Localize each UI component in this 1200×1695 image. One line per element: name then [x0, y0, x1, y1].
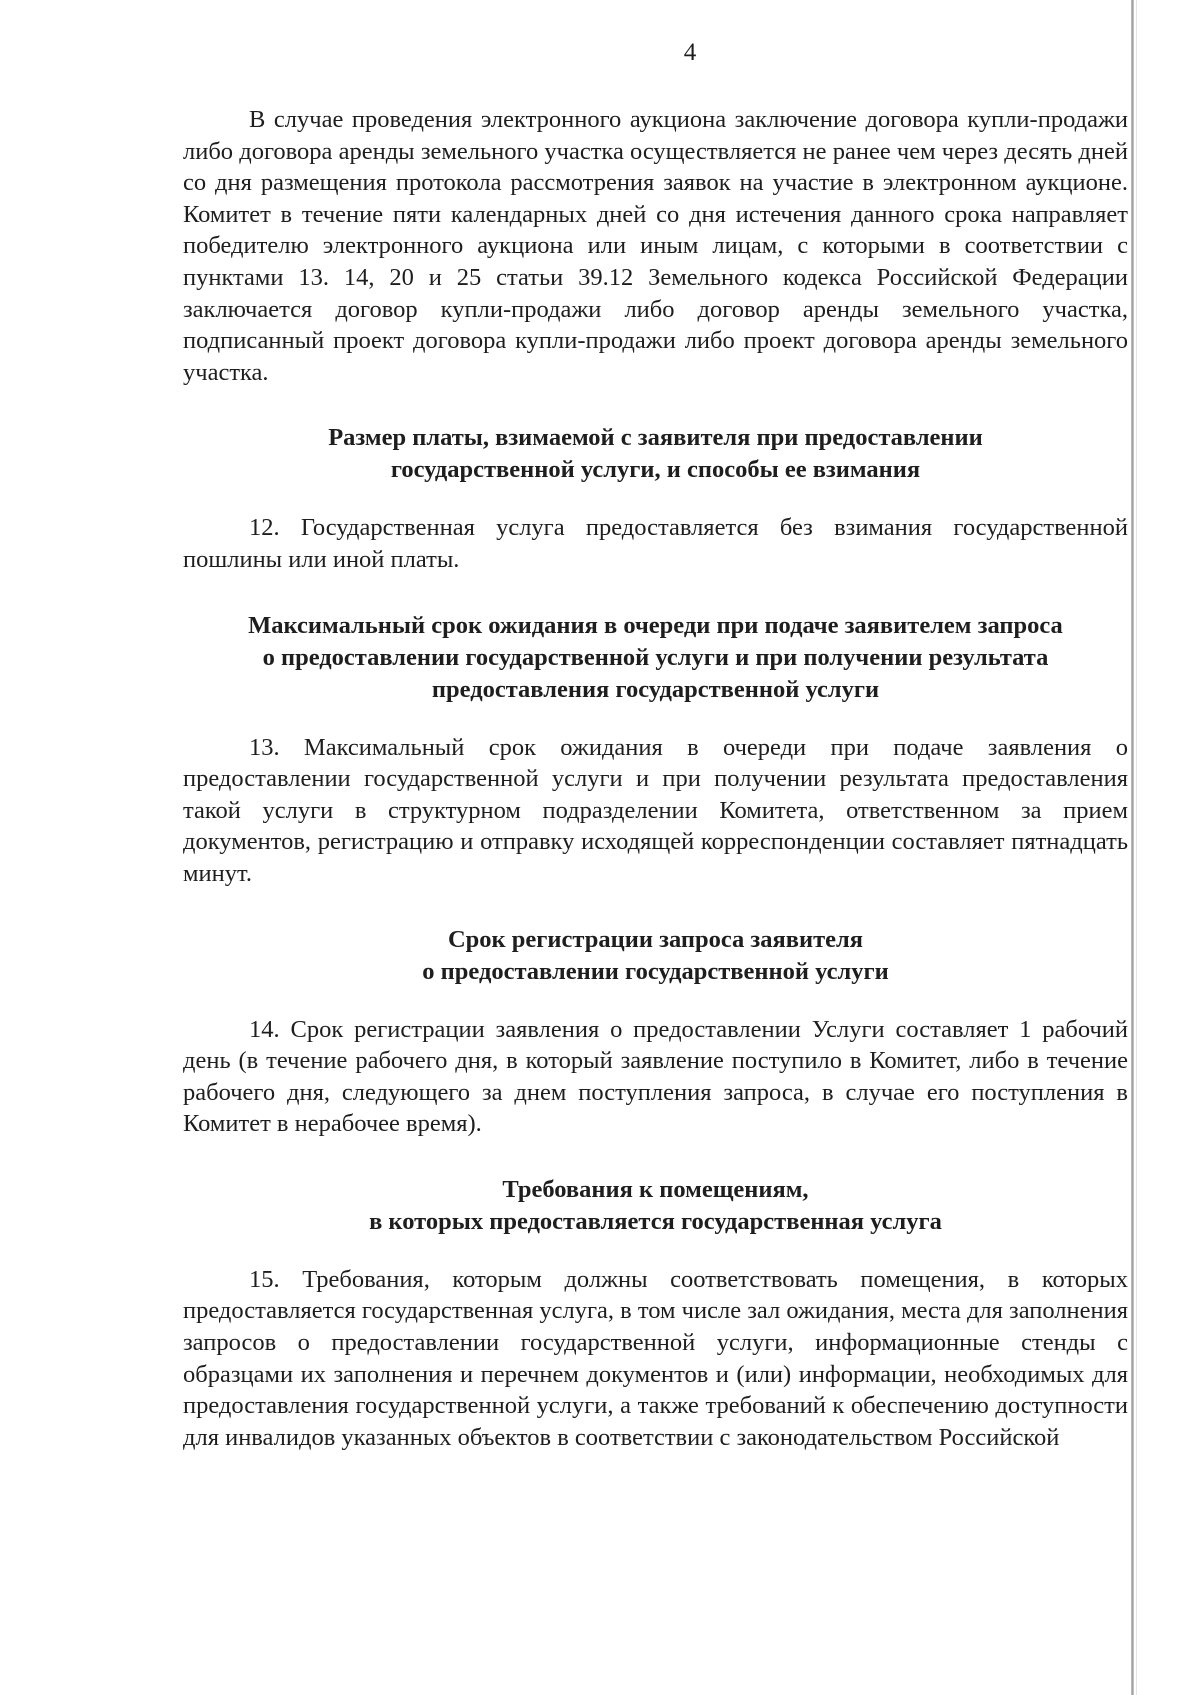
heading-line: предоставления государственной услуги	[431, 675, 880, 703]
paragraph-12: 12. Государственная услуга предоставляется без взимания государственной пошлины или иной платы.	[183, 514, 1128, 573]
heading-line: в которых предоставляется государственная услуга	[369, 1207, 942, 1235]
heading-line: государственной услуги, и способы ее взимания	[390, 456, 921, 484]
heading-line: о предоставлении государственной услуги и при получении результата	[262, 643, 1049, 671]
heading-premises	[183, 1174, 1128, 1238]
heading-line: Срок регистрации запроса заявителя	[447, 925, 864, 953]
heading-line: Размер платы, взимаемой с заявителя при предоставлении	[328, 424, 983, 452]
document-body	[183, 104, 1128, 1453]
paragraph-auction-contract: В случае проведения электронного аукциона заключение договора купли-продажи либо договора аренды земельного участка осуществляется не ранее чем через десять дней со дня размещения протокола рассмотрения заявок на участие в электронном аукционе. Комитет в течение пяти календарных дней со дня истечения данного срока направляет победителю электронного аукциона или иным лицам, с которыми в соответствии с пунктами 13. 14, 20 и 25 статьи 39.12 Земельного кодекса Российской Федерации заключается договор купли-продажи либо договор аренды земельного участка, подписанный проект договора купли-продажи либо проект договора аренды земельного участка.	[183, 106, 1128, 386]
paragraph-14: 14. Срок регистрации заявления о предоставлении Услуги составляет 1 рабочий день (в течение рабочего дня, в который заявление поступило в Комитет, либо в течение рабочего дня, следующего за днем поступления запроса, в случае его поступления в Комитет в нерабочее время).	[183, 1015, 1128, 1138]
paragraph-13: 13. Максимальный срок ожидания в очереди при подаче заявления о предоставлении государственной услуги и при получении результата предоставления такой услуги в структурном подразделении Комитета, ответственном за прием документов, регистрацию и отправку исходящей корреспонденции составляет пятнадцать минут.	[183, 733, 1128, 887]
heading-line: Требования к помещениям,	[502, 1175, 809, 1203]
heading-line: Максимальный срок ожидания в очереди при подаче заявителем запроса	[248, 611, 1063, 639]
heading-registration-term	[183, 924, 1128, 988]
page-number: 4	[683, 39, 697, 66]
heading-queue-time	[183, 610, 1128, 706]
heading-line: о предоставлении государственной услуги	[422, 957, 889, 985]
scan-page-edge	[1131, 0, 1134, 1695]
paragraph-15: 15. Требования, которым должны соответствовать помещения, в которых предоставляется государственная услуга, в том числе зал ожидания, места для заполнения запросов о предоставлении государственной услуги, информационные стенды с образцами их заполнения и перечнем документов и (или) информации, необходимых для предоставления государственной услуги, а также требований к обеспечению доступности для инвалидов указанных объектов в соответствии с законодательством Российской	[183, 1265, 1128, 1451]
scan-page-edge-shadow	[1136, 0, 1137, 1695]
heading-fee	[183, 422, 1128, 486]
